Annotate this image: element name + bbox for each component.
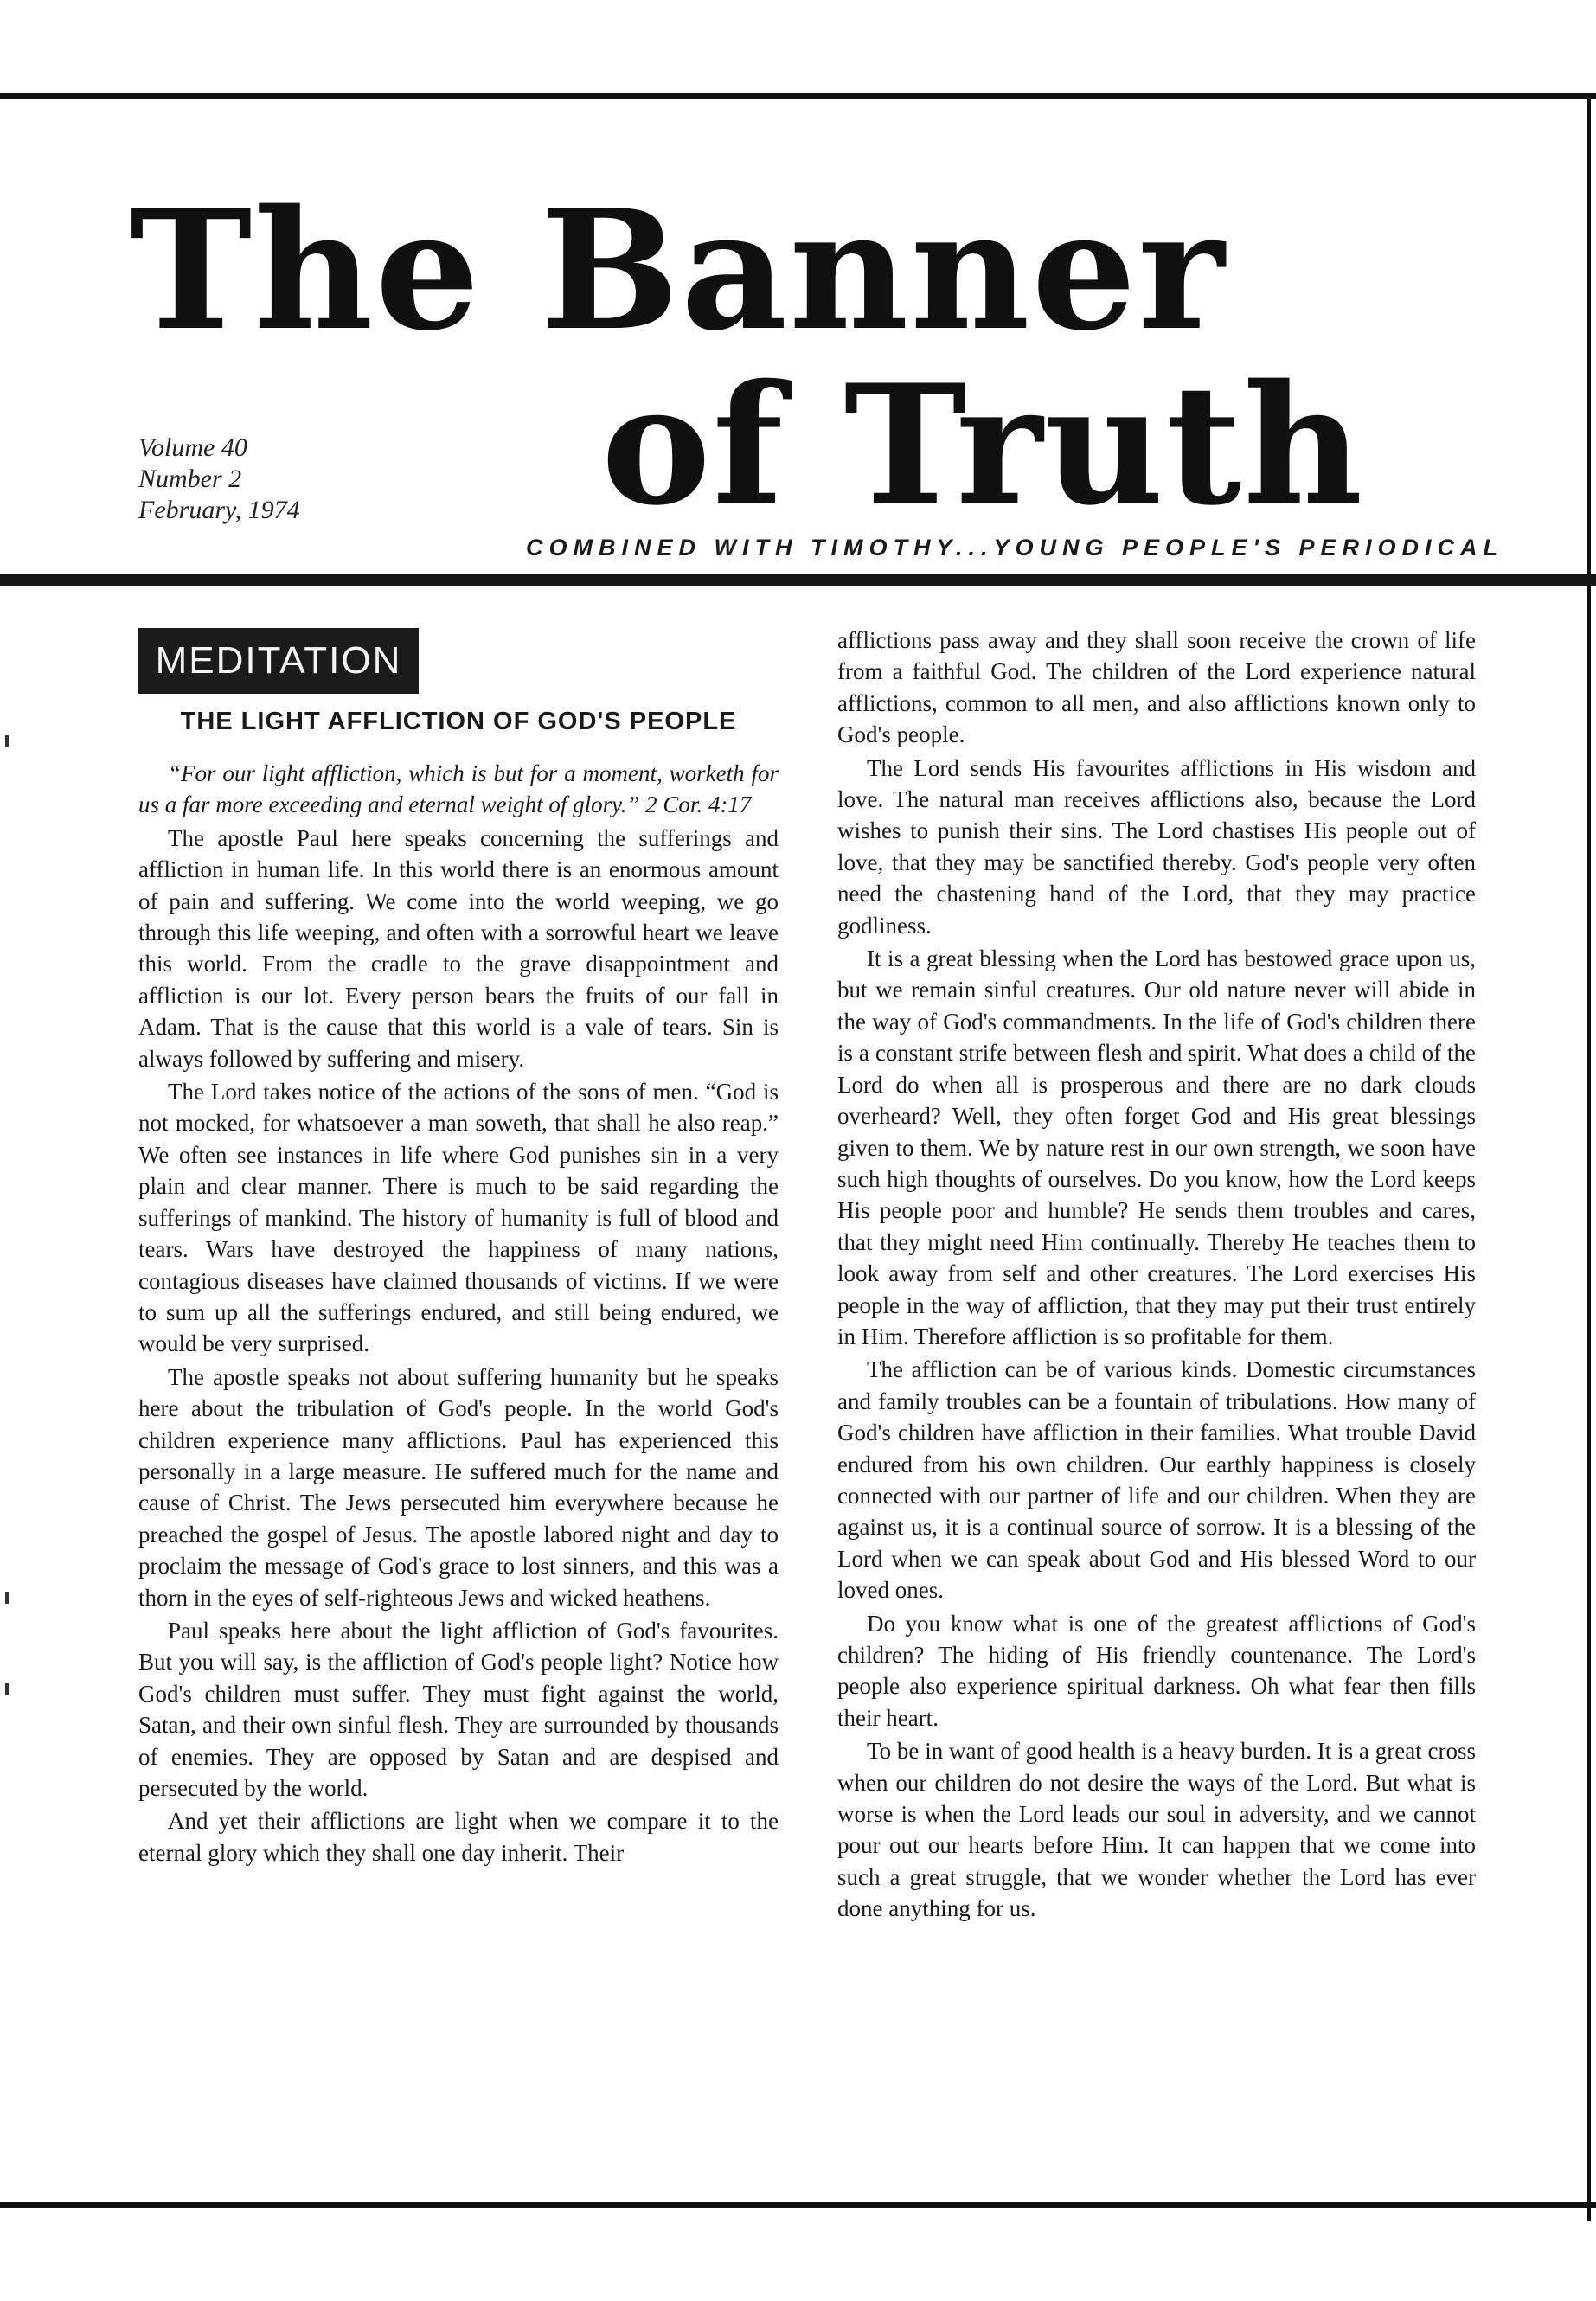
number-label: Number 2 [138,465,242,493]
scripture-text: “For our light affliction, which is but for a moment, worketh for us a far more exceeding and eternal weight of glory.” [138,760,779,818]
paragraph: The affliction can be of various kinds. Domestic circumstances and family troubles can be a fountain of tribulations. How many of God's children have affliction in their families. What trouble David endured from his own children. Our earthly happiness is closely connected with our partner of life and our children. When they are against us, it is a continual source of sorrow. It is a blessing of the Lord when we can speak about God and His blessed Word to our loved ones. [837,1356,1476,1604]
scripture-reference: 2 Cor. 4:17 [645,792,752,818]
date-label: February, 1974 [138,496,300,524]
left-column [138,758,779,1870]
paragraph: Do you know what is one of the greatest afflictions of God's children? The hiding of His friendly countenance. The Lord's people also experience spiritual darkness. Oh what fear then fills their heart. [837,1610,1476,1731]
scripture-quote [138,758,779,821]
paragraph: Paul speaks here about the light affliction of God's favourites. But you will say, is the affliction of God's people light? Notice how God's children must suffer. They must fight against the world, Satan, and their own sinful flesh. They are surrounded by thousands of enemies. They are opposed by Satan and are despised and persecuted by the world. [138,1617,779,1801]
paragraph: The Lord sends His favourites afflictions in His wisdom and love. The natural man receives afflictions also, because the Lord wishes to punish their sins. The Lord chastises His people out of love, that they may be sanctified thereby. God's people very often need the chastening hand of the Lord, that they may practice godliness. [837,754,1476,939]
margin-tick [5,1683,9,1695]
paragraph: The apostle Paul here speaks concerning the sufferings and affliction in human life. In this world there is an enormous amount of pain and suffering. We come into the world weeping, we go through this life weeping, and often with a sorrowful heart we leave this world. From the cradle to the grave disappointment and affliction is our lot. Every person bears the fruits of our fall in Adam. That is the cause that this world is a vale of tears. Sin is always followed by suffering and misery. [138,824,779,1072]
masthead-title-line-2: of Truth [601,349,1365,542]
right-border-rule [1587,93,1591,2221]
issue-info [138,433,300,526]
header-divider-bar [0,574,1596,586]
section-badge: MEDITATION [138,628,419,694]
paragraph: It is a great blessing when the Lord has bestowed grace upon us, but we remain sinful creatures. Our old nature never will abide in the way of God's commandments. In the life of God's children there is a constant strife between flesh and spirit. What does a child of the Lord do when all is prosperous and there are no dark clouds overheard? Well, they often forget God and His great blessings given to them. We by nature rest in our own strength, we soon have such high thoughts of ourselves. Do you know, how the Lord keeps His people poor and humble? He sends them troubles and cares, that they might need Him continually. Thereby He teaches them to look away from self and other creatures. The Lord exercises His people in the way of affliction, that they may put their trust entirely in Him. Therefore affliction is so profitable for them. [837,945,1476,1349]
bottom-border-rule [0,2202,1596,2208]
masthead-tagline: COMBINED WITH TIMOTHY...YOUNG PEOPLE'S PERIODICAL [526,535,1503,561]
paragraph: And yet their afflictions are light when we compare it to the eternal glory which they shall one day inherit. Their [138,1808,779,1866]
margin-tick [5,1592,9,1604]
paragraph: To be in want of good health is a heavy burden. It is a great cross when our children do not desire the ways of the Lord. But what is worse is when the Lord leads our soul in adversity, and we cannot pour out our hearts before Him. It can happen that we come into such a great struggle, that we wonder whether the Lord has ever done anything for us. [837,1738,1476,1922]
volume-label: Volume 40 [138,433,247,462]
right-column [837,625,1476,1926]
paragraph: The Lord takes notice of the actions of the sons of men. “God is not mocked, for whatsoever a man soweth, that shall he also reap.” We often see instances in life where God punishes sin in a very plain and clear manner. There is much to be said regarding the sufferings of mankind. The history of humanity is full of blood and tears. Wars have destroyed the happiness of many nations, contagious diseases have claimed thousands of victims. If we were to sum up all the sufferings endured, and still being endured, we would be very surprised. [138,1079,779,1357]
article-title: THE LIGHT AFFLICTION OF GOD'S PEOPLE [180,708,737,735]
paragraph-continued: afflictions pass away and they shall soon receive the crown of life from a faithful God. The children of the Lord experience natural afflictions, common to all men, and also afflictions known only to God's people. [837,627,1476,748]
paragraph: The apostle speaks not about suffering humanity but he speaks here about the tribulation of God's people. In the world God's children experience many afflictions. Paul has experienced this personally in a large measure. He suffered much for the name and cause of Christ. The Jews persecuted him everywhere because he preached the gospel of Jesus. The apostle labored night and day to proclaim the message of God's grace to lost sinners, and this was a thorn in the eyes of self-righteous Jews and wicked heathens. [138,1363,779,1611]
masthead-title-line-1: The Banner [130,174,1227,367]
top-border-rule [0,93,1596,99]
margin-tick [5,735,9,747]
